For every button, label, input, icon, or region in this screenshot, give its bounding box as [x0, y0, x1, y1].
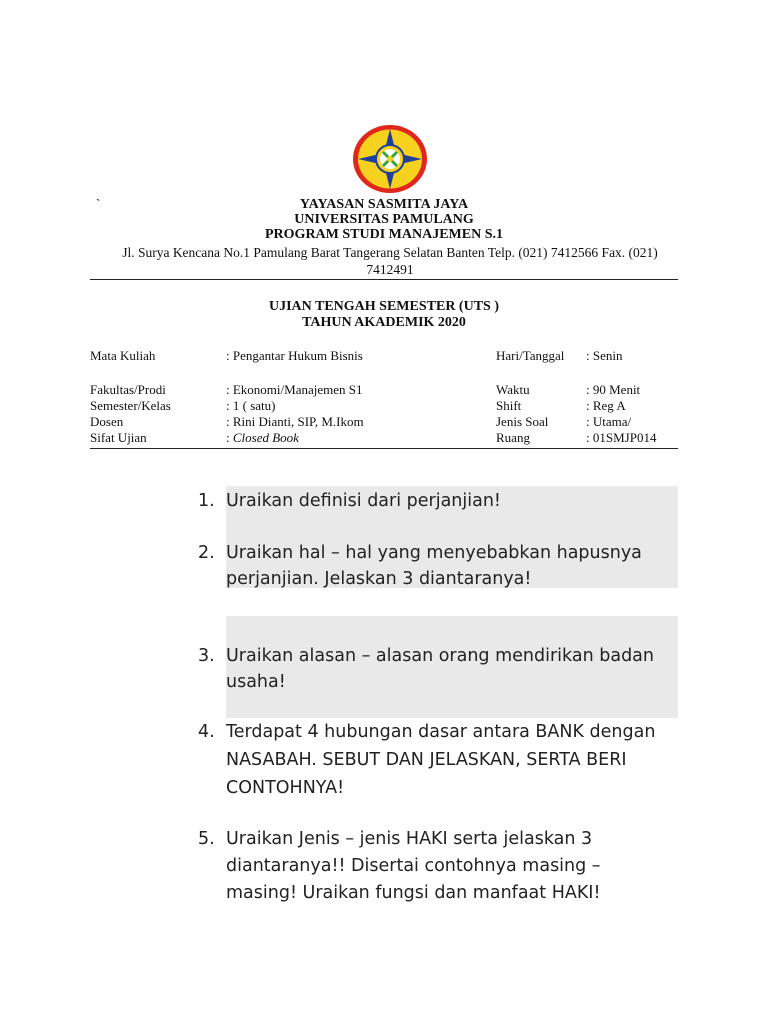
university-address: Jl. Surya Kencana No.1 Pamulang Barat Tangerang Selatan Banten Telp. (021) 7412566 Fax. (021) 7412491 — [122, 245, 658, 277]
header-divider — [90, 279, 678, 280]
ruang-label: Ruang — [496, 430, 530, 445]
question-text: Uraikan Jenis – jenis HAKI serta jelaskan 3 diantaranya!! Disertai contohnya masing – masing! Uraikan fungsi dan manfaat HAKI! — [226, 829, 601, 903]
dosen-value: : Rini Dianti, SIP, M.Ikom — [226, 414, 364, 429]
semester-value: : 1 ( satu) — [226, 398, 276, 413]
question-number: 1. — [198, 491, 215, 511]
question-number: 3. — [198, 646, 215, 666]
jenis-soal-value: : Utama/ — [586, 414, 632, 429]
program-name: PROGRAM STUDI MANAJEMEN S.1 — [265, 227, 503, 242]
dosen-label: Dosen — [90, 414, 124, 429]
sifat-separator: : — [226, 430, 233, 445]
foundation-name: YAYASAN SASMITA JAYA — [299, 197, 469, 212]
university-logo — [352, 124, 428, 194]
mata-kuliah-value: : Pengantar Hukum Bisnis — [226, 348, 363, 363]
jenis-soal-label: Jenis Soal — [496, 414, 549, 429]
shift-label: Shift — [496, 398, 522, 413]
question-text: Uraikan hal – hal yang menyebabkan hapusnya perjanjian. Jelaskan 3 diantaranya! — [226, 543, 642, 589]
ruang-value: : 01SMJP014 — [586, 430, 657, 445]
fakultas-value: : Ekonomi/Manajemen S1 — [226, 382, 363, 397]
info-divider — [90, 448, 678, 449]
sifat-ujian-label: Sifat Ujian — [90, 430, 147, 445]
question-number: 5. — [198, 829, 215, 849]
waktu-label: Waktu — [496, 382, 530, 397]
sifat-ujian-text: Closed Book — [232, 430, 299, 445]
academic-year: TAHUN AKADEMIK 2020 — [302, 315, 466, 330]
hari-tanggal-value: : Senin — [586, 348, 623, 363]
question-text: Uraikan alasan – alasan orang mendirikan badan usaha! — [226, 646, 654, 692]
question-number: 2. — [198, 543, 215, 563]
stray-mark: ` — [96, 196, 101, 211]
question-text: Terdapat 4 hubungan dasar antara BANK dengan NASABAH. SEBUT DAN JELASKAN, SERTA BERI CONTOHNYA! — [226, 722, 656, 798]
exam-title: UJIAN TENGAH SEMESTER (UTS ) — [268, 299, 499, 314]
hari-tanggal-label: Hari/Tanggal — [496, 348, 565, 363]
waktu-value: : 90 Menit — [586, 382, 641, 397]
semester-label: Semester/Kelas — [90, 398, 171, 413]
question-text: Uraikan definisi dari perjanjian! — [226, 491, 501, 511]
fakultas-label: Fakultas/Prodi — [90, 382, 166, 397]
university-name: UNIVERSITAS PAMULANG — [294, 212, 474, 227]
shift-value: : Reg A — [586, 398, 626, 413]
sifat-ujian-value — [226, 430, 299, 445]
question-number: 4. — [198, 722, 215, 742]
mata-kuliah-label: Mata Kuliah — [90, 348, 156, 363]
